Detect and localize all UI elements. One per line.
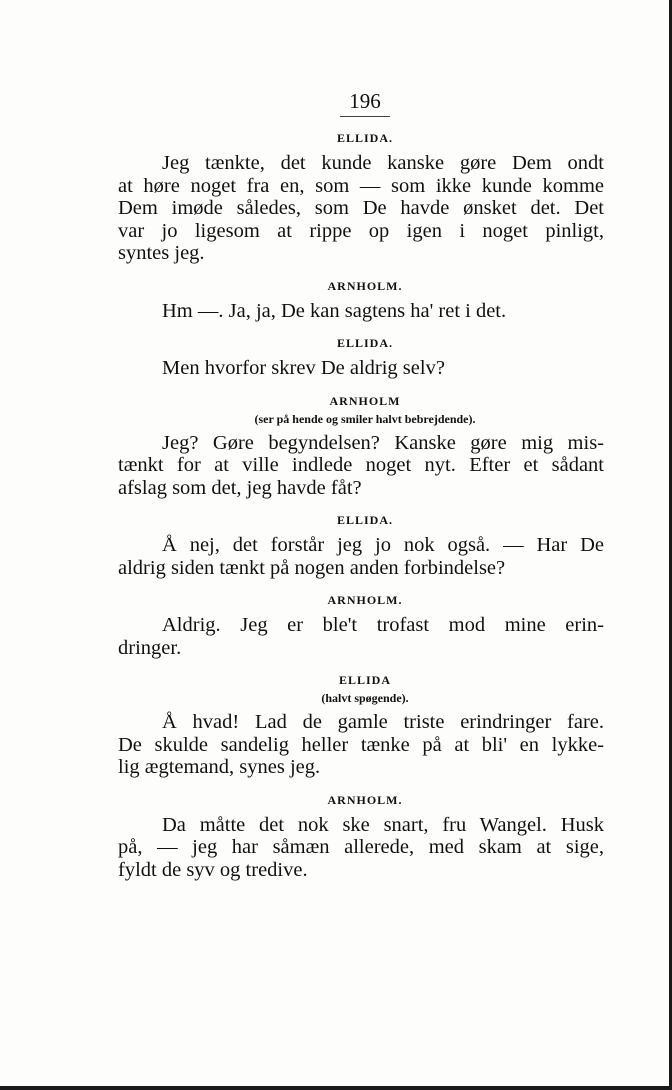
dialogue-block xyxy=(118,793,604,882)
page-edge-bottom xyxy=(0,1086,672,1090)
speaker-name: ELLIDA. xyxy=(336,131,393,145)
dialogue-block xyxy=(118,593,604,659)
speech-paragraph xyxy=(118,300,604,323)
text-line: Å nej, det forstår jeg jo nok også. — Har De xyxy=(162,534,604,556)
text-line: dringer. xyxy=(118,636,182,659)
speaker-name: ARNHOLM. xyxy=(327,593,403,607)
text-line: Jeg? Gøre begyndelsen? Kanske gøre mig mis- xyxy=(162,431,604,454)
text-line: var jo ligesom at rippe op igen i noget pinligt, xyxy=(118,219,604,242)
dialogue-block xyxy=(118,336,604,380)
text-line: Jeg tænkte, det kunde kanske gøre Dem ondt xyxy=(162,152,604,174)
page-number-rule xyxy=(340,116,390,117)
speaker-name: ARNHOLM. xyxy=(327,278,403,293)
speech-paragraph xyxy=(118,534,604,579)
text-line: Hm —. Ja, ja, De kan sagtens ha' ret i det. xyxy=(162,299,507,322)
speech-paragraph xyxy=(118,152,604,265)
speaker-name: ELLIDA. xyxy=(336,513,393,527)
text-line: lig ægtemand, synes jeg. xyxy=(118,756,321,778)
speaker-name: ELLIDA xyxy=(338,673,391,687)
stage-direction: (ser på hende og smiler halvt bebrejdende). xyxy=(254,411,476,426)
dialogue-block xyxy=(118,394,604,500)
text-line: tænkt for at ville indlede noget nyt. Efter et sådant xyxy=(118,454,604,476)
text-line: Da måtte det nok ske snart, fru Wangel. Husk xyxy=(162,813,604,836)
text-line: fyldt de syv og tredive. xyxy=(118,858,308,881)
text-line: Aldrig. Jeg er ble't trofast mod mine erin- xyxy=(162,614,604,636)
text-line: afslag som det, jeg havde fåt? xyxy=(118,476,362,499)
text-line: De skulde sandelig heller tænke på at bli' en lykke- xyxy=(118,733,604,756)
text-line: på, — jeg har såmæn allerede, med skam at sige, xyxy=(118,836,604,858)
page-number: 196 xyxy=(349,89,381,113)
speaker-name: ARNHOLM xyxy=(329,393,401,408)
speaker-name: ARNHOLM. xyxy=(327,792,403,807)
text-line: syntes jeg. xyxy=(118,242,205,264)
speech-paragraph xyxy=(118,357,604,380)
dialogue-block xyxy=(118,513,604,579)
text-line: Dem imøde således, som De havde ønsket det. Det xyxy=(118,197,604,219)
text-line: Å hvad! Lad de gamle triste erindringer fare. xyxy=(162,711,604,733)
speaker-name: ELLIDA. xyxy=(336,336,393,350)
dialogue-block xyxy=(118,673,604,779)
text-line: at høre noget fra en, som — som ikke kunde komme xyxy=(118,174,604,197)
dialogue-block xyxy=(118,131,604,265)
speech-paragraph xyxy=(118,432,604,500)
text-line: Men hvorfor skrev De aldrig selv? xyxy=(162,357,445,379)
page-content xyxy=(118,88,604,881)
stage-direction: (halvt spøgende). xyxy=(321,691,409,705)
speech-paragraph xyxy=(118,814,604,882)
dialogue-block xyxy=(118,279,604,323)
text-line: aldrig siden tænkt på nogen anden forbindelse? xyxy=(118,556,506,579)
speech-paragraph xyxy=(118,711,604,779)
speech-paragraph xyxy=(118,614,604,659)
dialogue xyxy=(118,131,604,881)
